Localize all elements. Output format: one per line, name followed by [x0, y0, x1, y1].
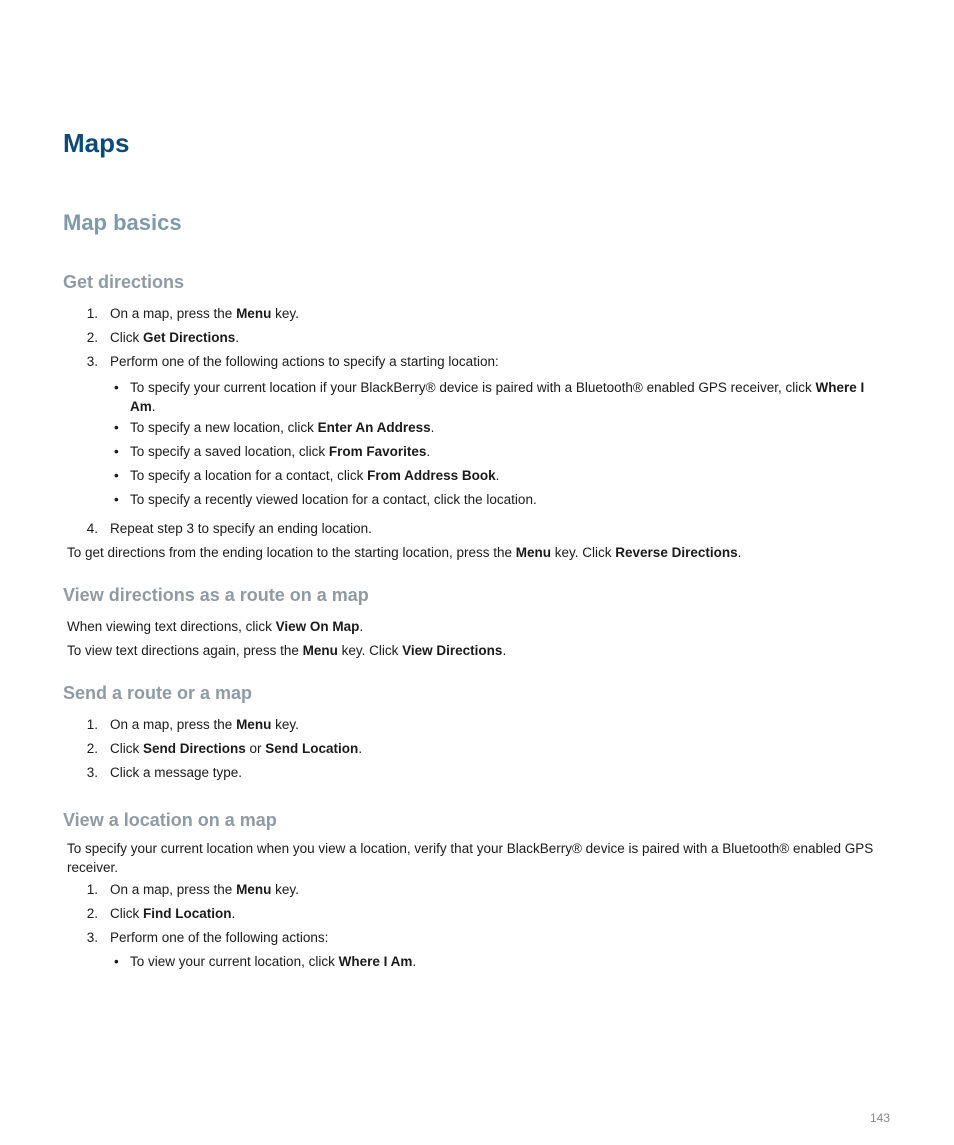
bullet-item: • To view your current location, click Where I Am.	[114, 954, 417, 969]
step-text: On a map, press the Menu key.	[110, 882, 299, 897]
bullet-icon: •	[114, 420, 119, 435]
step-text: On a map, press the Menu key.	[110, 717, 299, 732]
page-number: 143	[869, 1111, 890, 1125]
bullet-item: • To specify your current location if your BlackBerry® device is paired with a Bluetooth® enabled GPS receiver, click Where I Am.	[114, 380, 865, 414]
view-route-line: To view text directions again, press the Menu key. Click View Directions.	[67, 643, 507, 658]
bullet-item: • To specify a saved location, click From Favorites.	[114, 444, 431, 459]
step-text: On a map, press the Menu key.	[110, 306, 299, 321]
step-number: 1.	[86, 717, 98, 732]
step-text: Perform one of the following actions:	[110, 930, 329, 945]
view-route-line: When viewing text directions, click View On Map.	[67, 619, 364, 634]
step-text: Repeat step 3 to specify an ending location.	[110, 521, 372, 536]
bullet-icon: •	[114, 954, 119, 969]
step-text: Click a message type.	[110, 765, 243, 780]
get-directions-heading: Get directions	[63, 272, 185, 292]
step-number: 3.	[86, 930, 98, 945]
step-number: 2.	[86, 741, 98, 756]
page-title: Maps	[63, 128, 130, 158]
step-number: 2.	[86, 330, 98, 345]
reverse-directions-note: To get directions from the ending location to the starting location, press the Menu key. Click Reverse Directions.	[67, 545, 742, 560]
step-text: Click Get Directions.	[110, 330, 240, 345]
bullet-icon: •	[114, 492, 119, 507]
view-location-intro: To specify your current location when you view a location, verify that your BlackBerry® device is paired with a Bluetooth® enabled GPS receiver.	[67, 841, 874, 875]
bullet-icon: •	[114, 468, 119, 483]
step-number: 3.	[86, 354, 98, 369]
step-text: Perform one of the following actions to specify a starting location:	[110, 354, 499, 369]
view-location-heading: View a location on a map	[63, 810, 277, 830]
step-number: 3.	[86, 765, 98, 780]
step-text: Click Find Location.	[110, 906, 236, 921]
bullet-item: • To specify a recently viewed location for a contact, click the location.	[114, 492, 537, 507]
step-number: 1.	[86, 306, 98, 321]
bullet-item: • To specify a location for a contact, click From Address Book.	[114, 468, 500, 483]
view-route-heading: View directions as a route on a map	[63, 585, 369, 605]
bullet-icon: •	[114, 444, 119, 459]
bullet-icon: •	[114, 380, 119, 395]
step-number: 4.	[86, 521, 98, 536]
bullet-item: • To specify a new location, click Enter An Address.	[114, 420, 435, 435]
step-number: 1.	[86, 882, 98, 897]
step-text: Click Send Directions or Send Location.	[110, 741, 363, 756]
send-route-heading: Send a route or a map	[63, 683, 253, 703]
step-number: 2.	[86, 906, 98, 921]
section-title: Map basics	[63, 210, 182, 235]
